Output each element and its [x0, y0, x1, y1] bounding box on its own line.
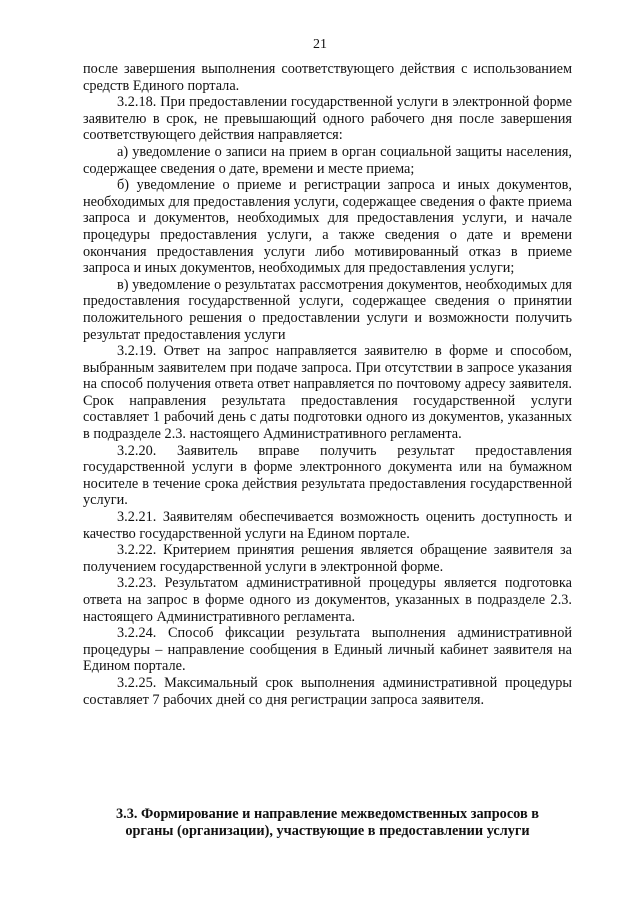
paragraph-3-2-25: 3.2.25. Максимальный срок выполнения административной процедуры составляет 7 рабочих дней со дня регистрации запроса заявителя.	[83, 674, 572, 708]
paragraph-3-2-19: 3.2.19. Ответ на запрос направляется заявителю в форме и способом, выбранным заявителем при подаче запроса. При отсутствии в запросе указания на способ получения ответа ответ направляется по почтовому адресу заявителя. Срок направления результата предоставления государственной услуги составляет 1 рабочий день с даты подготовки одного из документов, указанных в подразделе 2.3. настоящего Административного регламента.	[83, 343, 572, 443]
paragraph-3-2-18-v: в) уведомление о результатах рассмотрения документов, необходимых для предоставления государственной услуги, содержащее сведения о принятии положительного решения о предоставлении услуги и возможности получить результат предоставления услуги	[83, 276, 572, 343]
paragraph-3-2-20: 3.2.20. Заявитель вправе получить результат предоставления государственной услуги в форме электронного документа или на бумажном носителе в течение срока действия результата предоставления государственной услуги.	[83, 442, 572, 509]
paragraph-3-2-18-a: а) уведомление о записи на прием в орган социальной защиты населения, содержащее сведения о дате, времени и месте приема;	[83, 143, 572, 177]
section-heading-line-2: органы (организации), участвующие в предоставлении услуги	[125, 823, 530, 839]
paragraph-3-2-18-b: б) уведомление о приеме и регистрации запроса и иных документов, необходимых для предоставления услуги, содержащее сведения о факте приема запроса и документов, необходимых для предоставления услуги, и начале процедуры предоставления услуги, а также сведения о дате и времени окончания предоставления услуги либо мотивированный отказ в приеме запроса и иных документов, необходимых для предоставления услуги;	[83, 177, 572, 277]
paragraph-continuation: после завершения выполнения соответствующего действия с использованием средств Единого портала.	[83, 61, 572, 94]
document-body	[83, 61, 572, 708]
paragraph-3-2-24: 3.2.24. Способ фиксации результата выполнения административной процедуры – направление сообщения в Единый личный кабинет заявителя на Едином портале.	[83, 625, 572, 675]
page-number: 21	[313, 37, 327, 52]
paragraph-3-2-21: 3.2.21. Заявителям обеспечивается возможность оценить доступность и качество государственной услуги на Едином портале.	[83, 509, 572, 542]
section-heading	[83, 806, 572, 840]
paragraph-3-2-18: 3.2.18. При предоставлении государственной услуги в электронной форме заявителю в срок, не превышающий одного рабочего дня после завершения соответствующего действия направляется:	[83, 94, 572, 144]
paragraph-3-2-23: 3.2.23. Результатом административной процедуры является подготовка ответа на запрос в форме одного из документов, указанных в подразделе 2.3. настоящего Административного регламента.	[83, 575, 572, 625]
section-heading-line-1: 3.3. Формирование и направление межведомственных запросов в	[116, 806, 539, 822]
paragraph-3-2-22: 3.2.22. Критерием принятия решения является обращение заявителя за получением государственной услуги в электронной форме.	[83, 542, 572, 575]
